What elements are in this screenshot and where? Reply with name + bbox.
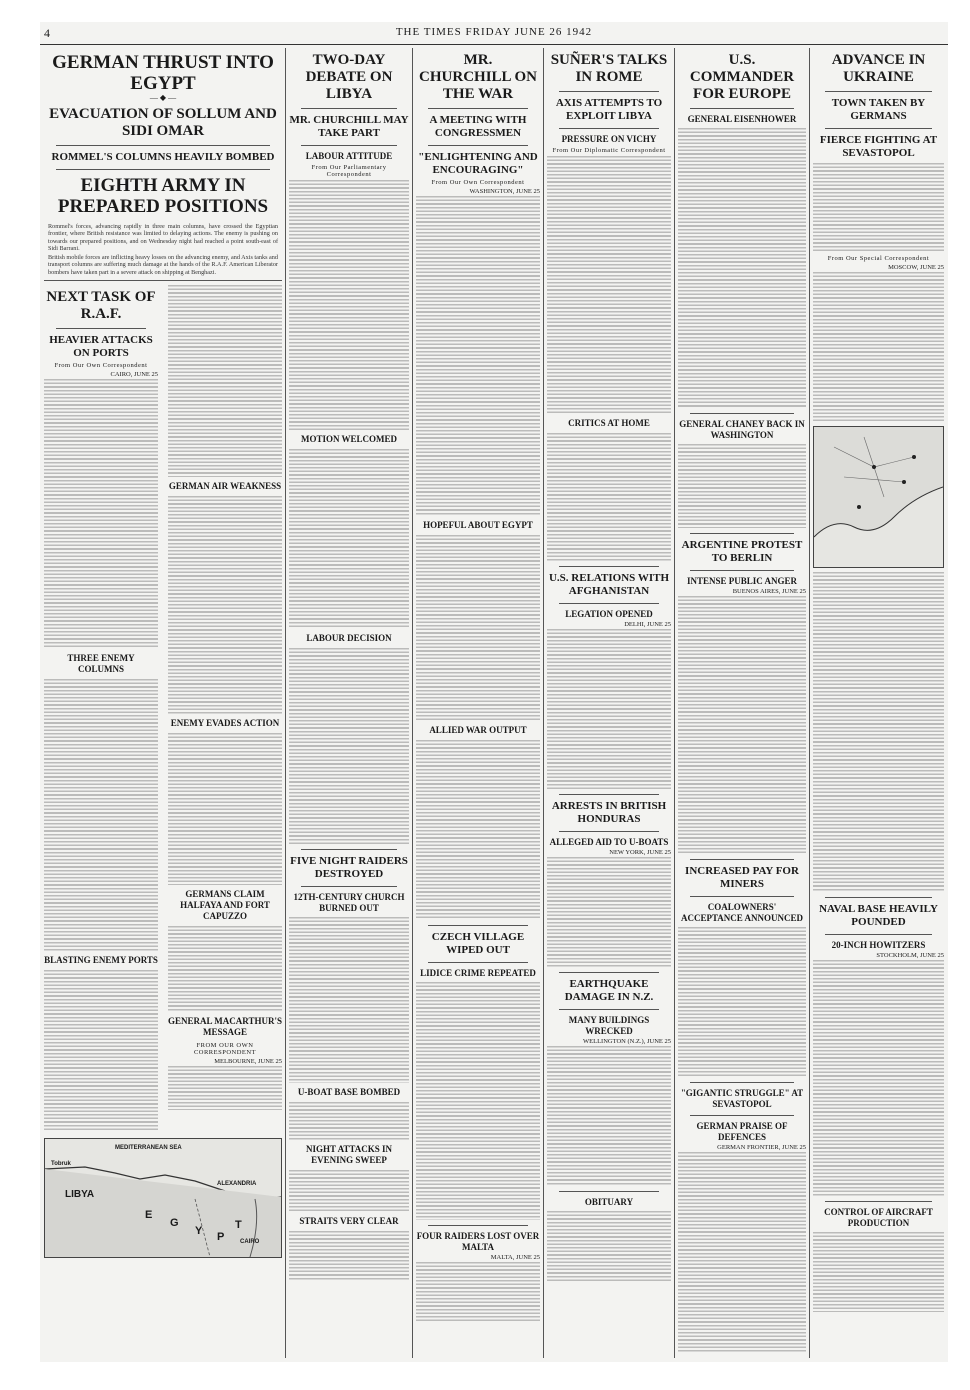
column-suner — [547, 48, 671, 1358]
subhead-heavier-attacks: HEAVIER ATTACKS ON PORTS — [49, 334, 153, 360]
subhead-buildings-wrecked: MANY BUILDINGS WRECKED — [568, 1015, 650, 1036]
article-body — [547, 433, 671, 561]
page-number: 4 — [44, 26, 50, 40]
dateline: CAIRO, JUNE 25 — [110, 371, 158, 379]
dateline: DELHI, JUNE 25 — [624, 621, 671, 628]
headline-five-night-raiders: FIVE NIGHT RAIDERS DESTROYED — [290, 855, 408, 880]
subhead-lidice: LIDICE CRIME REPEATED — [420, 968, 536, 978]
subhead-obituary: OBITUARY — [584, 1197, 634, 1207]
map-sea-label: MEDITERRANEAN SEA — [115, 1145, 182, 1152]
subhead-evacuation: EVACUATION OF SOLLUM AND SIDI OMAR — [49, 106, 277, 139]
headline-czech-village: CZECH VILLAGE WIPED OUT — [431, 931, 525, 956]
subhead-next-task: NEXT TASK OF R.A.F. — [46, 289, 156, 323]
article-body — [678, 128, 806, 408]
headline-churchill-war: MR. CHURCHILL ON THE WAR — [419, 52, 537, 102]
subhead-hopeful: HOPEFUL ABOUT EGYPT — [423, 520, 533, 530]
map-egypt-libya — [44, 1138, 282, 1258]
article-body — [168, 733, 282, 885]
column-churchill — [416, 48, 540, 1358]
dateline: WASHINGTON, JUNE 25 — [469, 188, 540, 195]
map-cairo-label: CAIRO — [240, 1239, 260, 1246]
subhead-blasting: BLASTING ENEMY PORTS — [44, 955, 158, 966]
subhead-eisenhower: GENERAL EISENHOWER — [687, 114, 797, 124]
article-body — [44, 679, 158, 951]
article-body — [289, 180, 409, 430]
article-body — [416, 982, 540, 1220]
article-body — [678, 596, 806, 854]
headline-german-thrust: GERMAN THRUST INTO EGYPT — [52, 52, 274, 94]
map-libya-label: LIBYA — [65, 1189, 95, 1201]
article-body — [289, 917, 409, 1083]
map-ukraine-graphic — [814, 427, 943, 567]
subhead-straits: STRAITS VERY CLEAR — [299, 1216, 399, 1226]
dateline: MALTA, JUNE 25 — [490, 1254, 540, 1261]
article-body — [678, 927, 806, 1077]
byline: From Our Diplomatic Correspondent — [552, 147, 666, 154]
subhead-enlightening: "ENLIGHTENING AND ENCOURAGING" — [418, 151, 538, 176]
headline-increased-pay: INCREASED PAY FOR MINERS — [685, 865, 799, 890]
map-letter-y: Y — [195, 1225, 203, 1238]
article-body — [547, 1211, 671, 1281]
subhead-legation: LEGATION OPENED — [565, 609, 653, 619]
article-body — [289, 1170, 409, 1212]
dateline: WELLINGTON (N.Z.), JUNE 25 — [583, 1038, 671, 1045]
headline-arrests-honduras: ARRESTS IN BRITISH HONDURAS — [551, 800, 667, 825]
dateline: BUENOS AIRES, JUNE 25 — [732, 588, 806, 595]
dateline: NEW YORK, JUNE 25 — [609, 849, 671, 856]
map-letter-g: G — [170, 1217, 179, 1230]
byline: From Our Special Correspondent — [827, 255, 930, 262]
article-body — [416, 740, 540, 920]
subhead-uboat-base: U-BOAT BASE BOMBED — [297, 1087, 401, 1097]
article-body — [813, 1232, 944, 1312]
article-body — [289, 449, 409, 629]
headline-earthquake: EARTHQUAKE DAMAGE IN N.Z. — [564, 978, 654, 1003]
subhead-german-air: GERMAN AIR WEAKNESS — [168, 481, 282, 492]
subhead-allied-output: ALLIED WAR OUTPUT — [429, 725, 527, 735]
headline-advance-ukraine: ADVANCE IN UKRAINE — [831, 52, 926, 85]
subhead-aircraft-production: CONTROL OF AIRCRAFT PRODUCTION — [824, 1207, 933, 1228]
article-body — [416, 196, 540, 516]
map-letter-e: E — [145, 1209, 153, 1222]
article-body — [813, 272, 944, 422]
article-body — [289, 1102, 409, 1140]
subhead-fierce-fighting: FIERCE FIGHTING AT SEVASTOPOL — [819, 134, 938, 159]
lead-paragraph: Rommel's forces, advancing rapidly in three main columns, have crossed the Egyptian frontier, where British resistance was limited to delaying actions. The enemy is pushing on towards our prepared positions, and on Wednesday night had reached a point south-east of Sidi Barrani. — [48, 223, 278, 252]
subhead-pressure-vichy: PRESSURE ON VICHY — [561, 134, 657, 144]
map-letter-p: P — [217, 1231, 225, 1244]
article-body — [813, 960, 944, 1196]
headline-us-commander: U.S. COMMANDER FOR EUROPE — [689, 52, 795, 102]
subhead-public-anger: INTENSE PUBLIC ANGER — [686, 576, 798, 586]
column-libya-debate — [289, 48, 409, 1358]
subhead-howitzers: 20-INCH HOWITZERS — [831, 940, 926, 950]
article-body — [416, 535, 540, 721]
subhead-critics: CRITICS AT HOME — [568, 418, 650, 428]
headline-four-raiders: FOUR RAIDERS LOST OVER MALTA — [416, 1231, 540, 1252]
article-body — [168, 285, 282, 477]
map-alexandria-label: ALEXANDRIA — [217, 1181, 257, 1188]
article-body — [289, 648, 409, 844]
article-body — [44, 379, 158, 649]
column-egypt: GERMAN THRUST INTO EGYPT — ◆ — EVACUATION OF SOLLUM AND SIDI OMAR ROMMEL'S COLUMNS HEAVILY BOMBED EIGHTH ARMY IN PREPARED POSITIONS Rommel's forces, advancing rapidly in three main columns, have crossed the Egyptian frontier, where British resistance was limited to delaying actions. The enemy is pushing on towards our prepared positions, and on Wednesday night had reached a point south-east of Sidi Barrani. British mobile forces are inflicting heavy losses on the advancing enemy, and Axis tanks and transport columns are suffering much damage at the hands of the R.A.F. American Liberator bombers have taken part in a severe attack on shipping at Benghazi. NEXT TASK OF R.A.F. HEAVIER ATTACKS ON PORTS From Our Own Correspondent CAIRO, JUNE 25 THREE ENEMY COLUMNS BLASTING ENEMY PORTS GERMAN AIR WEAKNESS ENEMY EVADES ACTION GERMANS CLAIM HALFAYA AND FORT CAPUZZO GENERAL MACARTHUR'S MESSAGE FROM OUR OWN CORRESPONDENT MELBOURNE, JUNE 25 MEDITERRANEAN SEA Tobruk LIBYA ALEXANDRIA CAIRO E G Y P T — [44, 48, 282, 1358]
lead-paragraph-2: British mobile forces are inflicting heavy losses on the advancing enemy, and Axis tanks and transport columns are suffering much damage at the hands of the R.A.F. American Liberator bombers have taken part in a severe attack on shipping at Benghazi. — [48, 254, 278, 276]
subhead-coalowners: COALOWNERS' ACCEPTANCE ANNOUNCED — [680, 902, 804, 923]
subhead-labour-decision: LABOUR DECISION — [306, 633, 392, 643]
headline-two-day-debate: TWO-DAY DEBATE ON LIBYA — [305, 52, 393, 102]
map-letter-t: T — [235, 1219, 242, 1232]
subhead-axis-attempts: AXIS ATTEMPTS TO EXPLOIT LIBYA — [555, 97, 663, 122]
newspaper-page — [40, 22, 948, 1362]
dateline: GERMAN FRONTIER, JUNE 25 — [717, 1144, 806, 1151]
subhead-town-taken: TOWN TAKEN BY GERMANS — [831, 97, 926, 122]
subhead-motion: MOTION WELCOMED — [300, 434, 398, 444]
dateline: STOCKHOLM, JUNE 25 — [876, 952, 944, 959]
subhead-labour-attitude: LABOUR ATTITUDE — [305, 151, 393, 161]
headline-naval-base: NAVAL BASE HEAVILY POUNDED — [819, 903, 938, 928]
article-body — [547, 156, 671, 414]
subhead-three-columns: THREE ENEMY COLUMNS — [67, 653, 135, 675]
subhead-germans-claim: GERMANS CLAIM HALFAYA AND FORT CAPUZZO — [180, 889, 270, 922]
subhead-enemy-evades: ENEMY EVADES ACTION — [170, 718, 280, 729]
subhead-chaney: GENERAL CHANEY BACK IN WASHINGTON — [679, 419, 805, 440]
article-body — [678, 444, 806, 528]
byline: FROM OUR OWN CORRESPONDENT — [193, 1042, 257, 1057]
article-body — [678, 1152, 806, 1352]
subhead-rommel: ROMMEL'S COLUMNS HEAVILY BOMBED — [51, 151, 275, 163]
article-body — [44, 970, 158, 1132]
subhead-churchill-may: MR. CHURCHILL MAY TAKE PART — [289, 114, 409, 139]
byline: From Our Own Correspondent — [54, 362, 148, 370]
article-body — [547, 1046, 671, 1186]
headline-us-afghanistan: U.S. RELATIONS WITH AFGHANISTAN — [548, 572, 670, 597]
byline: From Our Parliamentary Correspondent — [311, 164, 387, 178]
article-body — [547, 629, 671, 789]
subhead-sweep: NIGHT ATTACKS IN EVENING SWEEP — [305, 1144, 393, 1165]
dateline: MELBOURNE, JUNE 25 — [214, 1058, 282, 1066]
masthead-title: THE TIMES FRIDAY JUNE 26 1942 — [395, 26, 593, 38]
byline: From Our Own Correspondent — [431, 179, 525, 186]
column-ukraine — [813, 48, 944, 1358]
map-tobruk-label: Tobruk — [51, 1161, 71, 1168]
subhead-church: 12TH-CENTURY CHURCH BURNED OUT — [293, 892, 405, 913]
headline-suner: SUÑER'S TALKS IN ROME — [550, 52, 668, 85]
subhead-macarthur: GENERAL MACARTHUR'S MESSAGE — [168, 1016, 282, 1038]
article-body — [813, 572, 944, 892]
subhead-meeting: A MEETING WITH CONGRESSMEN — [429, 114, 527, 139]
dateline: MOSCOW, JUNE 25 — [888, 264, 944, 271]
article-body — [416, 1262, 540, 1322]
headline-eighth-army: EIGHTH ARMY IN PREPARED POSITIONS — [57, 175, 269, 217]
article-body — [813, 163, 944, 253]
headline-argentine-protest: ARGENTINE PROTEST TO BERLIN — [681, 539, 803, 564]
article-body — [547, 857, 671, 967]
article-body — [168, 1066, 282, 1110]
article-body — [289, 1231, 409, 1281]
map-ukraine — [813, 426, 944, 568]
article-body — [168, 496, 282, 714]
masthead-bar — [40, 22, 948, 45]
subhead-german-praise: GERMAN PRAISE OF DEFENCES — [696, 1121, 788, 1142]
subhead-alleged-aid: ALLEGED AID TO U-BOATS — [549, 837, 669, 847]
subhead-gigantic-struggle: "GIGANTIC STRUGGLE" AT SEVASTOPOL — [680, 1088, 804, 1109]
column-us-commander — [678, 48, 806, 1358]
article-body — [168, 926, 282, 1012]
